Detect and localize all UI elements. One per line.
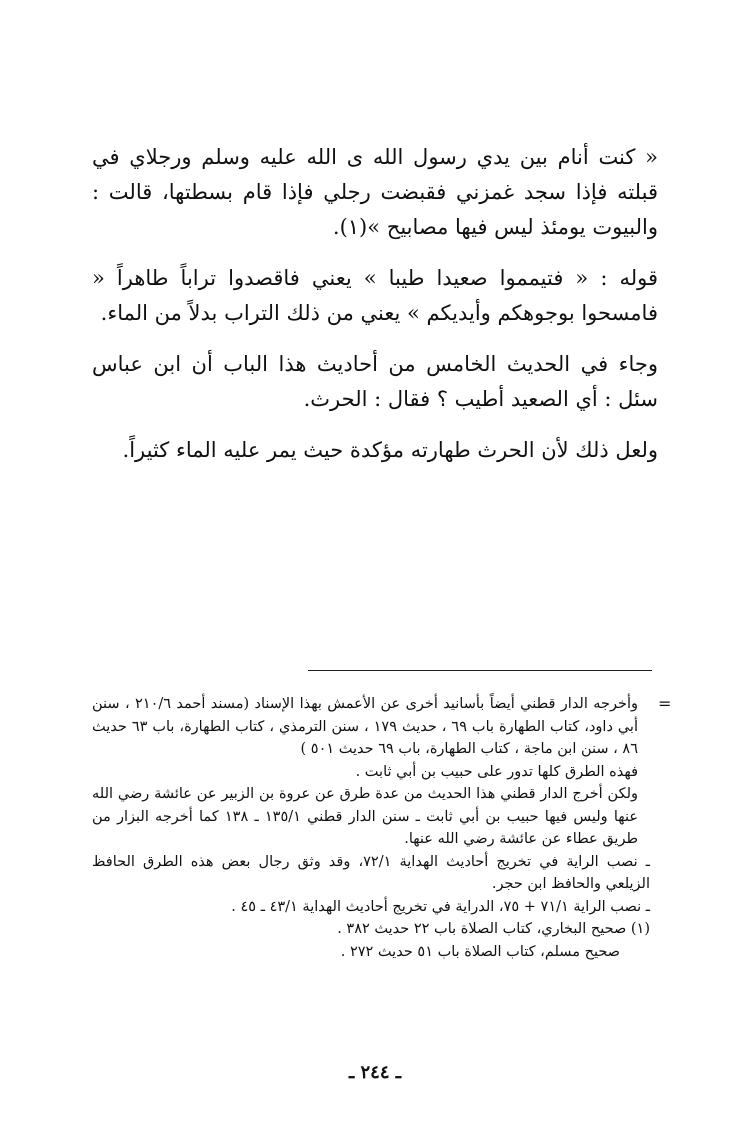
- footnotes: [92, 693, 650, 963]
- paragraph-hadith: « كنت أنام بين يدي رسول الله ى الله عليه وسلم ورجلاي في قبلته فإذا سجد غمزني فقبضت رجلي فإذا قام بسطتها، قالت : والبيوت يومئذ ليس فيها مصابيح »(١).: [92, 145, 658, 239]
- continuation-mark: =: [658, 694, 672, 713]
- page-number: ـ ٢٤٤ ـ: [348, 1062, 402, 1083]
- footnote-1: (١) صحيح البخاري، كتاب الصلاة باب ٢٢ حديث ٣٨٢ .: [337, 921, 650, 937]
- footnote-line: ولكن أخرج الدار قطني هذا الحديث من عدة طرق عن عروة بن الزبير عن عائشة رضي الله عنها وليس فيها حبيب بن أبي ثابت ـ سنن الدار قطني ١٣٥/١ ـ ١٣٨ كما أخرجه البزار من طريق عطاء عن عائشة رضي الله عنها.: [92, 786, 638, 847]
- footnote-line: فهذه الطرق كلها تدور على حبيب بن أبي ثابت .: [355, 763, 638, 780]
- footnote-line: صحيح مسلم، كتاب الصلاة باب ٥١ حديث ٢٧٢ .: [340, 943, 620, 960]
- footnote-line: ـ نصب الراية ٧١/١ + ٧٥، الدراية في تخريج أحاديث الهداية ٤٣/١ ـ ٤٥ .: [231, 898, 650, 915]
- paragraph-tayammum: قوله : « فتيمموا صعيدا طيبا » يعني فاقصدوا تراباً طاهراً « فامسحوا بوجوهكم وأيديكم » يعني من ذلك التراب بدلاً من الماء.: [92, 266, 658, 325]
- footnote-line: ـ نصب الراية في تخريج أحاديث الهداية ٧٢/١، وقد وثق رجال بعض هذه الطرق الحافظ الزيلعي والحافظ ابن حجر.: [92, 853, 650, 892]
- footnote-line: وأخرجه الدار قطني أيضاً بأسانيد أخرى عن الأعمش بهذا الإسناد (مسند أحمد ٢١٠/٦ ، سنن أبي داود، كتاب الطهارة باب ٦٩ ، حديث ١٧٩ ، سنن الترمذي ، كتاب الطهارة، باب ٦٣ حديث ٨٦ ، سنن ابن ماجة ، كتاب الطهارة، باب ٦٩ حديث ٥٠١ ): [92, 696, 638, 757]
- paragraph-conclusion: ولعل ذلك لأن الحرث طهارته مؤكدة حيث يمر عليه الماء كثيراً.: [122, 438, 658, 462]
- main-text: [92, 140, 658, 484]
- paragraph-ibn-abbas: وجاء في الحديث الخامس من أحاديث هذا الباب أن ابن عباس سئل : أي الصعيد أطيب ؟ فقال : الحرث.: [92, 352, 658, 411]
- footnote-separator: [308, 670, 652, 671]
